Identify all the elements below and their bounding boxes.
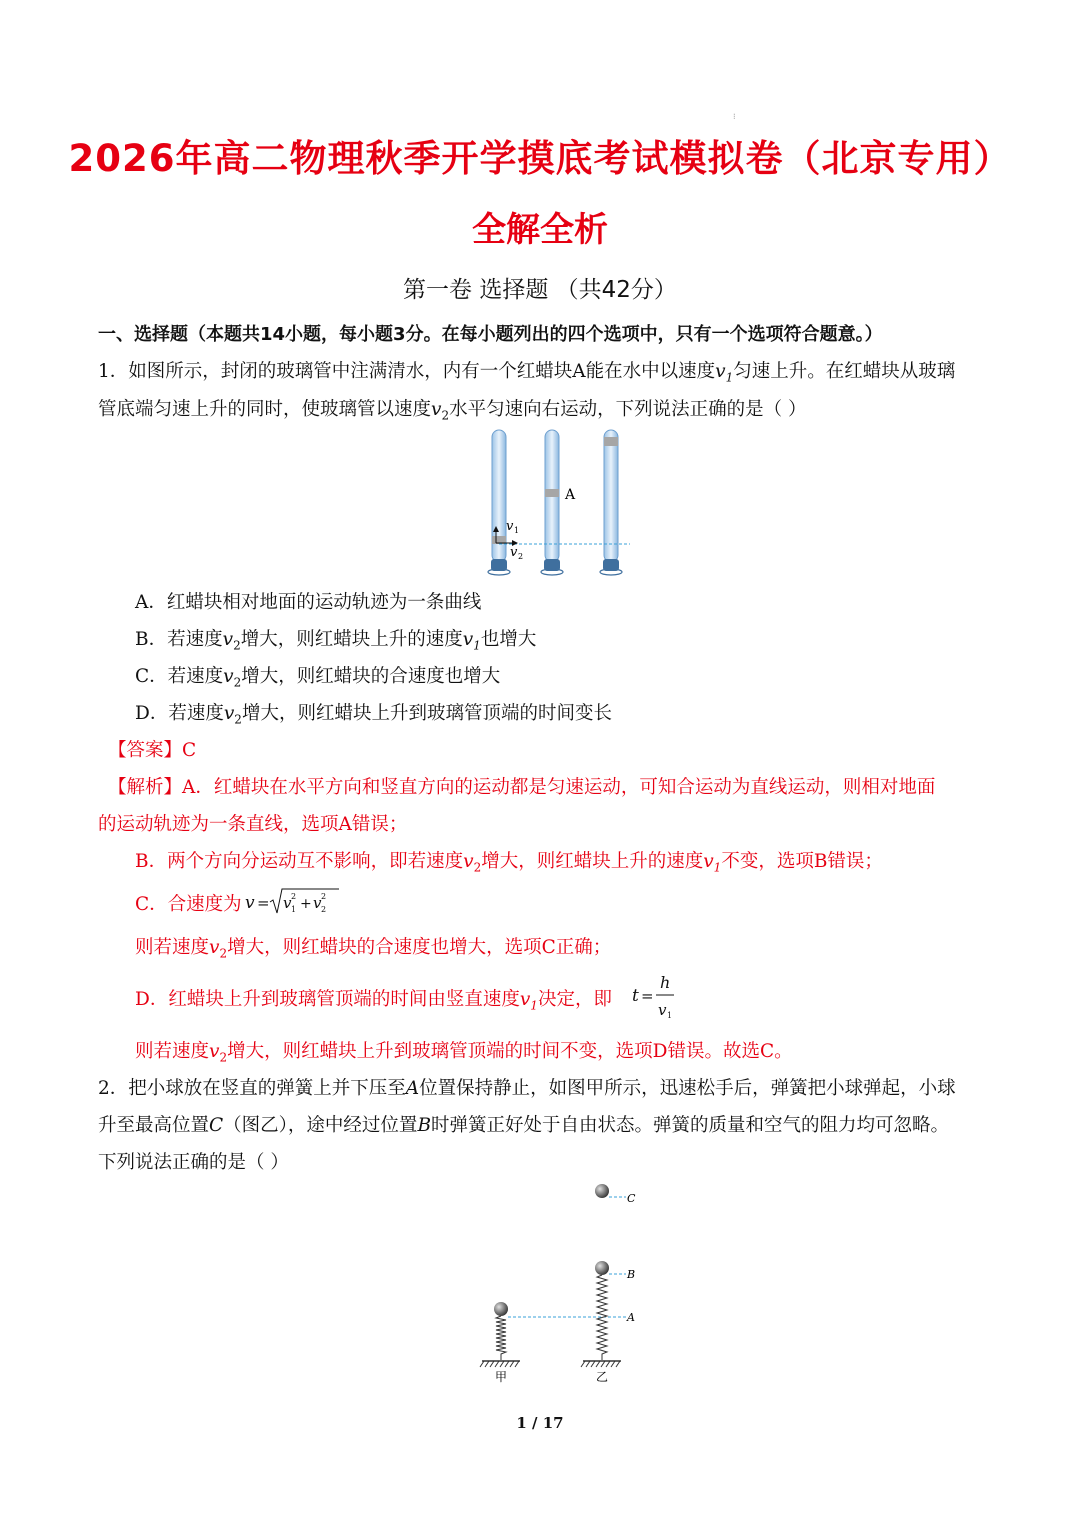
label-a: A [627,1311,635,1324]
svg-text:1: 1 [667,1011,673,1020]
q1-option-d: D．若速度$v_2$增大，则红蜡块上升到玻璃管顶端的时间变长 [135,703,612,727]
q1-option-a: A．红蜡块相对地面的运动轨迹为一条曲线 [135,592,482,613]
svg-text:2: 2 [321,892,327,901]
label-v1: v [506,519,514,534]
document-subtitle: 全解全析 [472,210,608,250]
label-v2: v [510,545,518,560]
q1-explanation-b: B．两个方向分运动互不影响，即若速度$v_2$增大，则红蜡块上升的速度$v_1$不变，选项B错误； [135,851,883,875]
svg-text:v: v [283,894,292,912]
label-jia: 甲 [495,1370,508,1384]
q2-stem-line3: 下列说法正确的是（ ） [98,1152,289,1173]
q1-explanation-line1: 【解析】A．红蜡块在水平方向和竖直方向的运动都是匀速运动，可知合运动为直线运动，则相对地面 [108,777,936,798]
svg-text:v: v [658,1001,667,1019]
q1-stem-line2: 管底端匀速上升的同时，使玻璃管以速度$v_2$水平匀速向右运动，下列说法正确的是（ ） [98,399,807,423]
svg-text:=: = [641,987,654,1005]
q1-formula-time [630,970,680,1022]
label-c: C [627,1192,636,1205]
q1-stem-line1: 1．如图所示，封闭的玻璃管中注满清水，内有一个红蜡块A能在水中以速度$v_1$匀速上升。在红蜡块从玻璃 [98,361,956,385]
q1-explanation-d2: 则若速度$v_2$增大，则红蜡块上升到玻璃管顶端的时间不变，选项D错误。故选C。 [135,1041,793,1065]
marker-dot: ⁝ [733,112,736,121]
svg-text:=: = [257,894,270,912]
svg-text:2: 2 [291,892,297,901]
svg-text:v: v [313,894,322,912]
page-number: 1 / 17 [516,1414,564,1432]
svg-text:1: 1 [514,526,520,535]
tube-2 [541,430,563,575]
tube-1 [488,430,510,575]
volume-heading: 第一卷 选择题 （共42分） [403,277,677,303]
ball-b [595,1261,609,1275]
q1-explanation-d: D．红蜡块上升到玻璃管顶端的时间由竖直速度$v_1$决定，即 [135,989,612,1013]
q1-option-b: B．若速度$v_2$增大，则红蜡块上升的速度$v_1$也增大 [135,629,537,653]
q1-explanation-line2: 的运动轨迹为一条直线，选项A错误； [98,814,408,835]
ball-jia [494,1302,508,1316]
q2-spring-figure [470,1178,670,1388]
q1-option-c: C．若速度$v_2$增大，则红蜡块的合速度也增大 [135,666,501,690]
svg-text:2: 2 [321,905,327,914]
q1-answer: 【答案】C [108,740,197,761]
section-heading: 一、选择题（本题共14小题，每小题3分。在每小题列出的四个选项中，只有一个选项符合题意。） [98,324,883,345]
q2-stem-line1: 2．把小球放在竖直的弹簧上并下压至A位置保持静止，如图甲所示，迅速松手后，弹簧把小球弹起，小球 [98,1078,956,1099]
q1-explanation-c2: 则若速度$v_2$增大，则红蜡块的合速度也增大，选项C正确； [135,937,612,961]
tube-3 [600,430,622,575]
svg-text:h: h [660,973,671,992]
svg-text:v: v [245,893,255,913]
ball-c [595,1184,609,1198]
svg-text:2: 2 [518,552,524,561]
svg-text:1: 1 [291,905,297,914]
q2-stem-line2: 升至最高位置C（图乙），途中经过位置B时弹簧正好处于自由状态。弹簧的质量和空气的阻力均可忽略。 [98,1115,950,1136]
spring-jia [496,1316,506,1360]
label-a: A [565,487,576,503]
q1-explanation-c: C．合速度为 [135,894,242,915]
q1-glass-tube-figure [480,425,640,580]
label-yi: 乙 [596,1370,609,1384]
svg-text:+: + [300,896,312,912]
svg-text:t: t [632,986,639,1006]
q1-formula-resultant-velocity [243,884,343,918]
label-b: B [627,1268,636,1281]
document-title: 2026年高二物理秋季开学摸底考试模拟卷（北京专用） [68,137,1012,180]
